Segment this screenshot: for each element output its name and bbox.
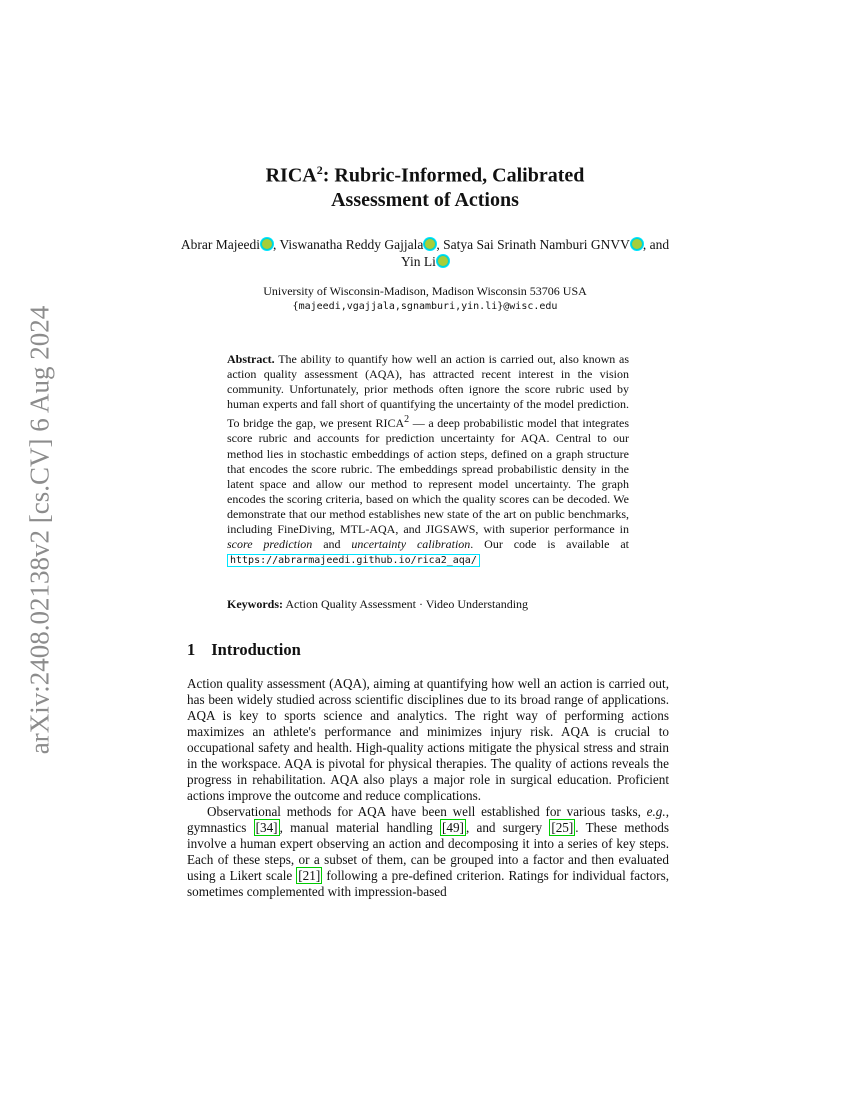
abstract-superscript: 2 xyxy=(404,414,410,426)
author-name: Viswanatha Reddy Gajjala xyxy=(279,237,424,252)
title-line-1 xyxy=(0,158,850,188)
title-superscript: 2 xyxy=(316,163,323,177)
citation-link[interactable]: [34] xyxy=(255,820,278,835)
paragraph-text: . These methods involve a human expert observing an action and decomposing it into a series of key steps. Each of these steps, or a subset of them, can be grouped into a factor and then evaluated using a Likert scale xyxy=(187,820,669,883)
paragraph-text: , manual material handling xyxy=(279,820,440,835)
code-url-link[interactable]: https://abrarmajeedi.github.io/rica2_aqa/ xyxy=(227,554,480,567)
paragraph-text: Observational methods for AQA have been well established for various tasks, xyxy=(207,804,647,819)
orcid-icon[interactable] xyxy=(261,238,273,250)
arxiv-id-text: arXiv:2408.02138v2 [cs.CV] 6 Aug 2024 xyxy=(24,305,55,755)
section-heading xyxy=(187,640,301,660)
paragraph xyxy=(187,804,669,900)
abstract-emphasis: score prediction xyxy=(227,537,313,552)
abstract-text: The ability to quantify how well an action is carried out, also known as action quality assessment (AQA), has attracted recent interest in the vision community. Unfortunately, prior methods often ignore the score rubric used by human experts and fall short of quantifying the uncertainty of the model prediction. To bridge the gap, we present RICA xyxy=(227,352,629,431)
author-name: Abrar Majeedi xyxy=(180,237,260,252)
affiliation xyxy=(0,284,850,314)
abstract-text: — a deep probabilistic model that integrates score rubric and accounts for prediction uncertainty for AQA. Central to our method lies in stochastic embeddings of action steps, defined on a graph structure that encodes the score rubric. The embeddings spread probabilistic density in the latent space and allow our method to represent model uncertainty. The graph encodes the scoring criteria, based on which the quality scores can be decoded. We demonstrate that our method establishes new state of the art on public benchmarks, including FineDiving, MTL-AQA, and JIGSAWS, with superior performance in xyxy=(227,416,630,537)
abstract-text: . Our code is available at xyxy=(470,537,629,552)
paragraph-emphasis: e.g. xyxy=(646,804,666,819)
citation-link[interactable]: [21] xyxy=(298,868,321,883)
paragraph-text: , and surgery xyxy=(465,820,550,835)
title-part: : Rubric-Informed, Calibrated xyxy=(322,164,585,187)
title-part: RICA xyxy=(265,164,317,187)
abstract-text: and xyxy=(312,537,352,552)
abstract xyxy=(227,352,629,568)
citation-link[interactable]: [49] xyxy=(441,820,464,835)
section-title: Introduction xyxy=(211,640,301,659)
orcid-icon[interactable] xyxy=(631,238,643,250)
body-text xyxy=(187,676,669,900)
title-line-2: Assessment of Actions xyxy=(331,188,519,211)
keywords xyxy=(227,597,629,612)
affiliation-line: University of Wisconsin-Madison, Madison Wisconsin 53706 USA xyxy=(263,284,587,298)
orcid-icon[interactable] xyxy=(437,255,449,267)
abstract-emphasis: uncertainty calibration xyxy=(351,537,471,552)
citation-link[interactable]: [25] xyxy=(551,820,574,835)
author-name: and Yin Li xyxy=(401,237,670,269)
paragraph-text: following a pre-defined criterion. Ratings for individual factors, sometimes complemented with impression-based xyxy=(187,868,669,899)
keywords-label: Keywords: xyxy=(227,597,283,611)
keywords-text: Action Quality Assessment · Video Understanding xyxy=(285,597,529,611)
paragraph-text: , gymnastics xyxy=(187,804,669,835)
author-emails: {majeedi,vgajjala,sgnamburi,yin.li}@wisc.edu xyxy=(292,301,558,312)
paragraph: Action quality assessment (AQA), aiming at quantifying how well an action is carried out, has been widely studied across scientific disciplines due to its broad range of applications. AQA is key to sports science and analytics. The right way of performing actions maximizes an athlete's performance and minimizes injury risk. AQA is crucial to occupational safety and health. High-quality actions mitigate the physical stress and strain in the workspace. AQA is pivotal for physical therapies. The quality of actions reveals the progress in rehabilitation. AQA also plays a major role in surgical education. Proficient actions improve the outcome and reduce complications. xyxy=(187,676,669,803)
author-name: Satya Sai Srinath Namburi GNVV xyxy=(443,237,630,252)
arxiv-identifier xyxy=(20,290,60,770)
author-list: Abrar Majeedi , Viswanatha Reddy Gajjala , Satya Sai Srinath Namburi GNVV , and Yin Li xyxy=(180,237,670,269)
orcid-icon[interactable] xyxy=(424,238,436,250)
abstract-label: Abstract. xyxy=(227,352,275,366)
section-number: 1 xyxy=(187,640,196,659)
paper-title xyxy=(0,158,850,212)
